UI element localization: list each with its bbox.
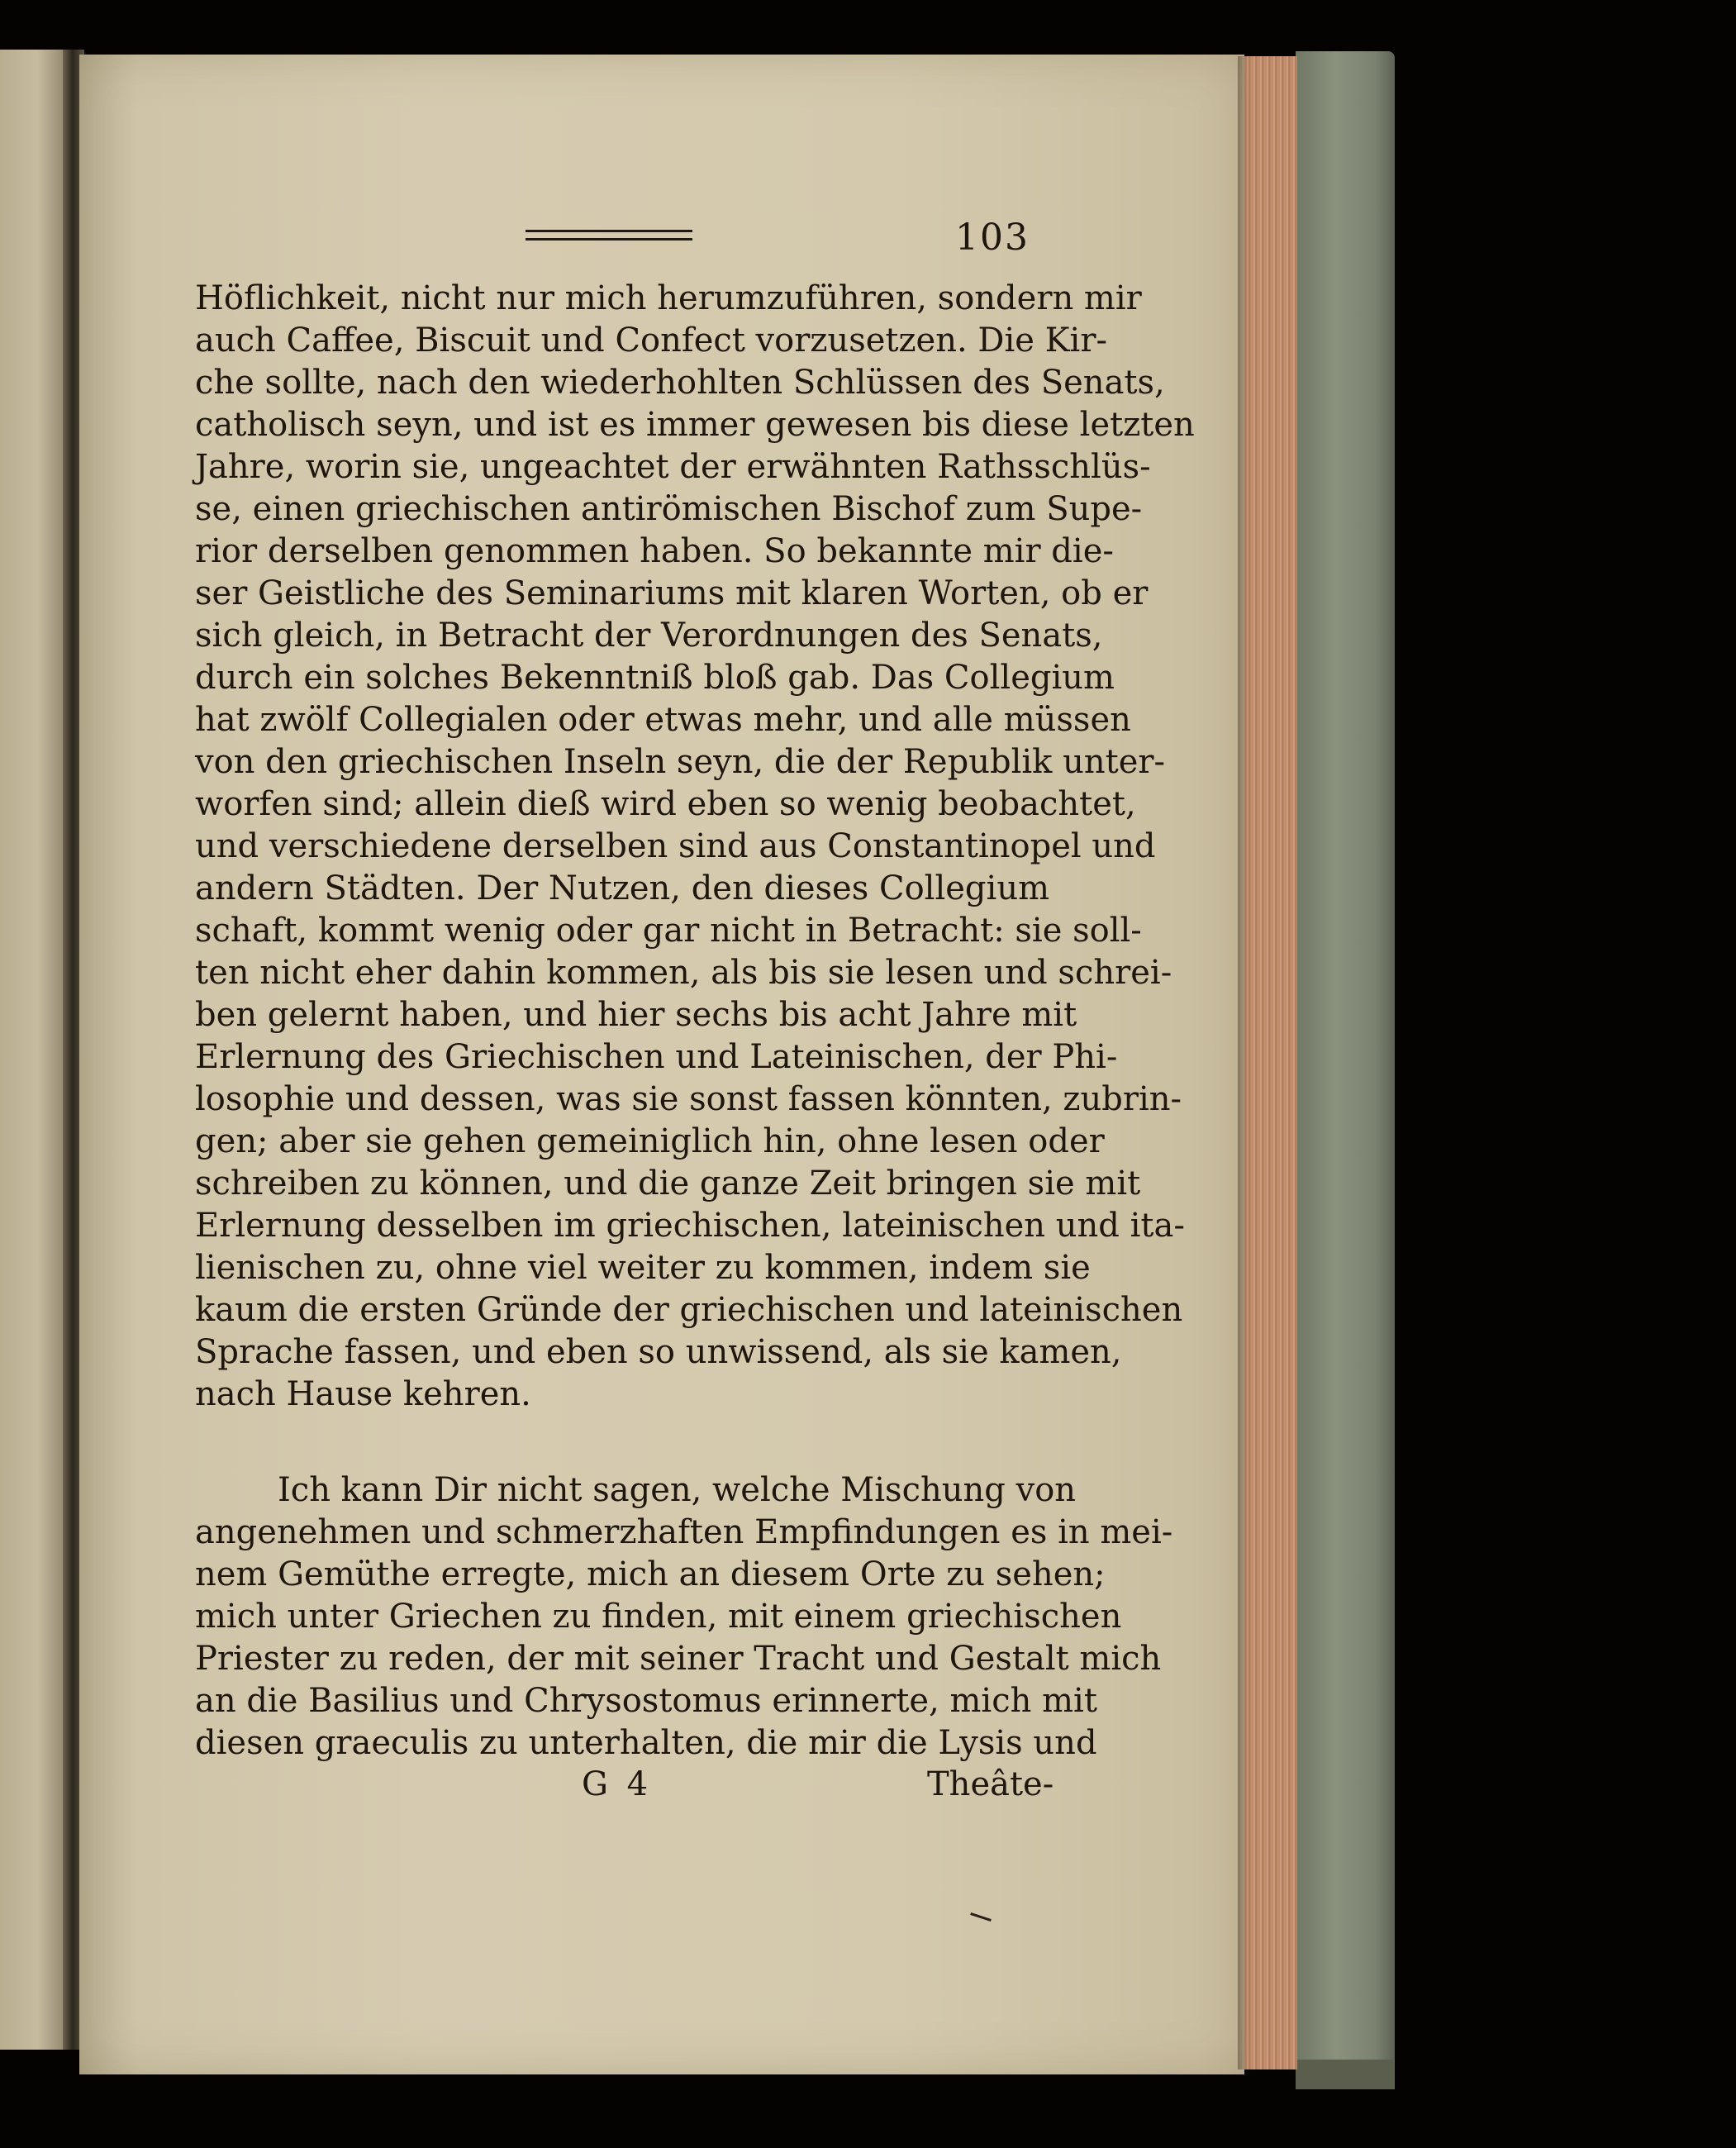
- paragraph-2: [195, 1469, 1173, 1765]
- text-line: worfen sind; allein dieß wird eben so wenig beobachtet,: [195, 785, 1136, 823]
- text-line: nem Gemüthe erregte, mich an diesem Orte zu sehen;: [195, 1555, 1106, 1593]
- text-line: an die Basilius und Chrysostomus erinnerte, mich mit: [195, 1682, 1097, 1720]
- text-line: und verschiedene derselben sind aus Constantinopel und: [195, 827, 1156, 865]
- book-cover: [1296, 51, 1395, 2089]
- page-edge-shade: [1238, 56, 1249, 2069]
- paragraph-1: [195, 278, 1195, 1416]
- text-line: gen; aber sie gehen gemeiniglich hin, ohne lesen oder: [195, 1122, 1105, 1160]
- text-line: von den griechischen Inseln seyn, die der Republik unter-: [195, 743, 1166, 781]
- text-line: Erlernung des Griechischen und Lateinischen, der Phi-: [195, 1038, 1118, 1076]
- text-line: kaum die ersten Gründe der griechischen und lateinischen: [195, 1291, 1183, 1329]
- book-cover-corner: [1296, 2060, 1393, 2089]
- text-line: schreiben zu können, und die ganze Zeit bringen sie mit: [195, 1164, 1141, 1203]
- text-line: mich unter Griechen zu finden, mit einem griechischen: [195, 1598, 1122, 1636]
- text-line: durch ein solches Bekenntniß bloß gab. Das Collegium: [195, 659, 1115, 697]
- text-line: ten nicht eher dahin kommen, als bis sie lesen und schrei-: [195, 954, 1172, 992]
- text-line: angenehmen und schmerzhaften Empfindungen es in mei-: [195, 1513, 1173, 1551]
- text-line: ser Geistliche des Seminariums mit klaren Worten, ob er: [195, 574, 1149, 612]
- left-page-edge: [0, 50, 68, 2050]
- text-line: Höflichkeit, nicht nur mich herumzuführen, sondern mir: [195, 279, 1142, 317]
- text-line: Priester zu reden, der mit seiner Tracht und Gestalt mich: [195, 1640, 1162, 1678]
- text-line: se, einen griechischen antirömischen Bischof zum Supe-: [195, 490, 1143, 528]
- header-rule-top: [526, 230, 692, 232]
- text-line: ben gelernt haben, und hier sechs bis acht Jahre mit: [195, 996, 1077, 1034]
- text-line: catholisch seyn, und ist es immer gewesen bis diese letzten: [195, 406, 1195, 444]
- page-number: 103: [955, 217, 1030, 259]
- text-line: sich gleich, in Betracht der Verordnungen des Senats,: [195, 617, 1103, 655]
- header-rule-bottom: [526, 238, 692, 241]
- text-line: nach Hause kehren.: [195, 1375, 531, 1413]
- text-line: schaft, kommt wenig oder gar nicht in Betracht: sie soll-: [195, 912, 1142, 950]
- text-line: Erlernung desselben im griechischen, lateinischen und ita-: [195, 1207, 1185, 1245]
- text-line: Jahre, worin sie, ungeachtet der erwähnten Rathsschlüs-: [195, 448, 1151, 486]
- page-fore-edge: [1244, 56, 1297, 2069]
- text-line: diesen graeculis zu unterhalten, die mir die Lysis und: [195, 1724, 1097, 1762]
- text-line: losophie und dessen, was sie sonst fassen könnten, zubrin-: [195, 1080, 1182, 1118]
- text-line: Sprache fassen, und eben so unwissend, als sie kamen,: [195, 1333, 1122, 1371]
- text-line: lienischen zu, ohne viel weiter zu kommen, indem sie: [195, 1249, 1091, 1287]
- text-line: andern Städten. Der Nutzen, den dieses Collegium: [195, 869, 1050, 907]
- text-line: hat zwölf Collegialen oder etwas mehr, und alle müssen: [195, 701, 1131, 739]
- catchword: Theâte-: [927, 1765, 1054, 1803]
- text-line: auch Caffee, Biscuit und Confect vorzusetzen. Die Kir-: [195, 321, 1107, 360]
- text-line: che sollte, nach den wiederhohlten Schlüssen des Senats,: [195, 364, 1165, 402]
- text-line: rior derselben genommen haben. So bekannte mir die-: [195, 532, 1114, 570]
- signature-mark: G 4: [582, 1765, 649, 1803]
- text-line: Ich kann Dir nicht sagen, welche Mischung von: [278, 1471, 1077, 1509]
